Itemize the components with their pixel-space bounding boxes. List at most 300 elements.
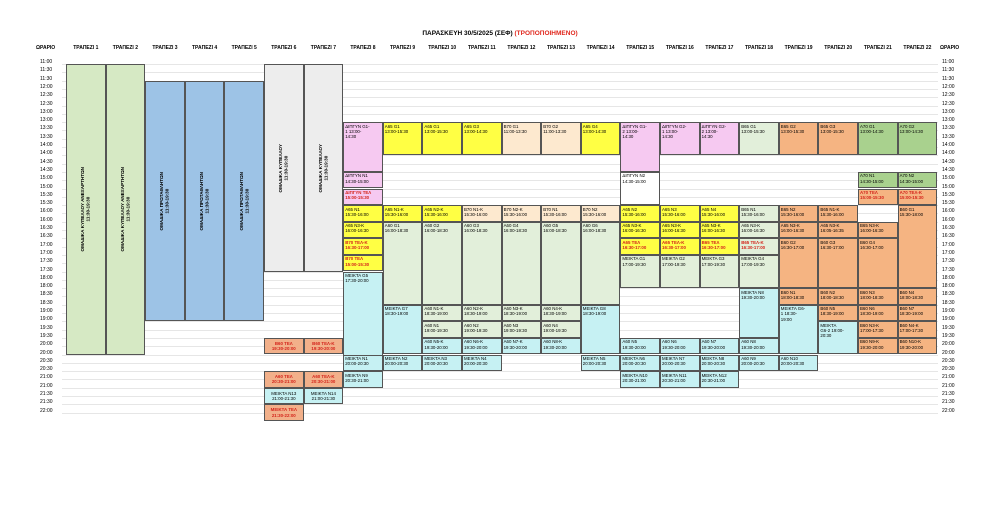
match-label: ΜΕΙΚΤΑ ΤΕΛ 21:30-22:00 <box>270 407 297 418</box>
time-label-right: 12:00 <box>942 83 955 90</box>
match-block <box>502 338 542 355</box>
time-label-right: 11:30 <box>942 75 955 82</box>
time-label-right: 17:30 <box>942 266 955 273</box>
match-label: Α60 Ν10 20:00-20:30 <box>780 356 805 367</box>
match-block <box>898 321 938 338</box>
match-label: Α60 Ν7 19:30-20:00 <box>701 339 726 350</box>
match-label: ΜΕΙΚΤΑ G8 18:30-19:00 <box>582 306 607 317</box>
match-label: ΜΕΙΚΤΑ Ν10 20:30-21:00 <box>622 372 648 383</box>
match-block <box>620 355 660 372</box>
match-block <box>700 205 740 222</box>
match-block <box>898 205 938 288</box>
match-block <box>858 305 898 322</box>
match-block <box>462 222 502 305</box>
group-event-block <box>264 64 304 272</box>
table-header-9: ΤΡΑΠΕΖΙ 9 <box>389 45 416 51</box>
match-block <box>502 122 542 155</box>
match-block <box>541 305 581 322</box>
time-label-left: 15:30 <box>40 200 53 207</box>
time-label-left: 16:30 <box>40 225 53 231</box>
match-label: Α60 G2 16:00-18:30 <box>424 223 448 234</box>
time-label-right: 13:30 <box>942 133 955 140</box>
match-label: Β65 G2 13:00-15:30 <box>780 123 805 134</box>
time-label-left: 16:00 <box>40 216 53 223</box>
match-block <box>541 122 581 155</box>
match-label: Β60 Ν7 18:30-19:00 <box>899 306 924 317</box>
match-label: Β65 Ν2 15:30-16:00 <box>780 206 805 217</box>
table-header-19: ΤΡΑΠΕΖΙ 19 <box>784 45 813 51</box>
time-label-left: 20:30 <box>40 357 53 364</box>
group-event-block <box>66 64 106 355</box>
match-label: ΜΕΙΚΤΑ G5 17:30-20:00 <box>345 273 369 284</box>
match-block <box>581 122 621 155</box>
time-label-left: 12:30 <box>40 92 53 99</box>
match-block <box>343 122 383 172</box>
time-label-left: 15:00 <box>40 183 53 190</box>
match-block <box>620 122 660 172</box>
time-label-left: 12:30 <box>40 100 53 107</box>
match-block <box>383 122 423 155</box>
table-header-3: ΤΡΑΠΕΖΙ 3 <box>152 45 178 51</box>
match-block <box>383 355 423 372</box>
match-block <box>739 205 779 222</box>
match-block <box>898 305 938 322</box>
time-label-left: 13:30 <box>40 133 53 140</box>
time-label-right: 19:00 <box>942 308 955 314</box>
match-label: Α60 Ν2-Κ 18:30-19:00 <box>464 306 488 317</box>
match-label: Β70 G2 11:00-13:30 <box>543 123 567 134</box>
match-label: Β65 ΤΕΛ 16:30-17:00 <box>701 239 726 250</box>
match-label: Α60 Ν6 19:30-20:00 <box>662 339 686 350</box>
match-block <box>700 238 740 255</box>
match-label: Α65 Ν3 15:30-16:00 <box>662 206 686 217</box>
time-label-right: 14:30 <box>942 166 955 173</box>
match-block <box>898 288 938 305</box>
time-label-right: 21:00 <box>942 382 955 389</box>
match-label: Α60 Ν8 19:30-20:00 <box>741 339 765 350</box>
match-label: Β70 ΤΕΛ-Κ 16:30-17:00 <box>345 239 370 250</box>
match-label: Α65 G4 13:00-14:30 <box>582 123 607 134</box>
group-event-block <box>145 81 185 322</box>
match-label: ΜΕΙΚΤΑ Ν12 20:30-21:00 <box>701 372 727 383</box>
match-label: Α70 ΤΕΛ 15:00-15:30 <box>860 190 884 201</box>
time-label-right: 18:00 <box>942 274 955 281</box>
match-label: ΜΕΙΚΤΑ G6-2 19:00- 20:30 <box>820 322 844 339</box>
match-block <box>739 222 779 239</box>
match-label: Α70 G1 13:00-14:30 <box>860 123 884 134</box>
match-label: Α65 Ν1-Κ 15:30-16:00 <box>384 206 409 217</box>
match-block <box>779 288 819 305</box>
match-label: Α60 Ν4-Κ 18:30-19:00 <box>543 306 567 317</box>
match-block <box>462 338 502 355</box>
match-label: ΔΙΠΓΥΝ G1- 1 13:00- 14:30 <box>345 123 370 139</box>
match-block <box>858 321 898 338</box>
match-block <box>700 371 740 388</box>
match-block <box>462 305 502 322</box>
match-block <box>660 222 700 239</box>
match-label: Α65 Ν4 15:30-16:00 <box>701 206 726 217</box>
time-label-right: 18:30 <box>942 291 955 298</box>
match-label: Β60 ΤΕΛ 19:30-20:00 <box>271 340 296 352</box>
match-block <box>422 338 462 355</box>
match-block <box>541 321 581 338</box>
time-label-right: 13:00 <box>942 117 955 124</box>
match-block <box>818 222 858 239</box>
time-label-left: 21:30 <box>40 399 53 406</box>
match-block <box>422 305 462 322</box>
table-header-12: ΤΡΑΠΕΖΙ 12 <box>507 45 536 51</box>
match-block <box>383 222 423 305</box>
match-block <box>779 355 819 372</box>
match-label: Α60 Ν5-Κ 19:30-20:00 <box>424 339 448 350</box>
match-block <box>462 122 502 155</box>
match-block <box>304 338 344 355</box>
match-label: Β70 Ν1 15:30-16:00 <box>543 206 567 217</box>
grid-line <box>62 396 938 397</box>
match-block <box>343 355 383 372</box>
match-label: ΜΕΙΚΤΑ Ν4 20:00-20:30 <box>464 356 488 367</box>
match-block <box>700 355 740 372</box>
match-label: Α70 ΤΕΛ-Κ 15:00-15:30 <box>899 190 924 201</box>
match-block <box>462 355 502 372</box>
match-label: ΜΕΙΚΤΑ G6- 1 18:30- 19:00 <box>780 306 806 322</box>
match-label: Α65 G3 13:00-14:30 <box>464 123 488 134</box>
match-block <box>779 238 819 288</box>
table-header-8: ΤΡΑΠΕΖΙ 8 <box>350 45 376 51</box>
match-label: Α60 G5 16:00-18:30 <box>543 223 567 234</box>
match-label: Α60 Ν4 19:00-19:30 <box>543 322 567 333</box>
match-block <box>264 404 304 421</box>
match-label: Β70 G1 11:00-13:30 <box>503 123 527 134</box>
match-label: Α65 Ν1 15:30-16:00 <box>345 206 369 217</box>
table-header-20: ΤΡΑΠΕΖΙ 20 <box>824 45 853 51</box>
match-block <box>858 172 898 189</box>
table-header-22: ΤΡΑΠΕΖΙ 22 <box>903 45 932 51</box>
match-label: Α60 ΤΕΛ-Κ 20:30-21:00 <box>311 374 336 385</box>
match-block <box>343 371 383 388</box>
table-header-13: ΤΡΑΠΕΖΙ 13 <box>547 45 575 51</box>
match-block <box>264 388 304 405</box>
match-label: Α65 Ν2-Κ 15:30-16:00 <box>424 206 448 217</box>
time-label-right: 16:00 <box>942 208 955 215</box>
match-block <box>343 238 383 255</box>
match-block <box>739 238 779 255</box>
match-block <box>818 305 858 322</box>
time-label-left: 12:00 <box>40 83 53 90</box>
match-block <box>818 321 858 354</box>
match-block <box>779 305 819 355</box>
time-label-left: 20:00 <box>40 341 53 348</box>
match-block <box>581 355 621 372</box>
match-block <box>264 371 304 388</box>
match-block <box>739 255 779 288</box>
table-header-10: ΤΡΑΠΕΖΙ 10 <box>428 45 457 51</box>
match-label: Β65 Ν1 15:30-16:00 <box>741 206 765 217</box>
time-label-right: 17:30 <box>942 258 955 265</box>
match-label: Α60 G4 16:00-18:30 <box>503 223 528 234</box>
time-label-left: 15:00 <box>40 175 53 182</box>
match-block <box>264 338 304 355</box>
match-block <box>818 122 858 155</box>
match-block <box>620 238 660 255</box>
match-label: Α60 Ν7-Κ 19:30-20:00 <box>503 339 528 350</box>
time-label-right: 12:30 <box>942 100 955 107</box>
time-label-right: 21:30 <box>942 391 955 397</box>
match-block <box>818 205 858 222</box>
table-header-18: ΤΡΑΠΕΖΙ 18 <box>745 45 773 51</box>
match-label: ΔΙΠΓΥΝ G2- 2 13:00- 14:30 <box>701 123 726 139</box>
match-label: Α60 Ν8-Κ 19:30-20:00 <box>543 339 567 350</box>
match-label: ΜΕΙΚΤΑ Ν7 20:00-20:30 <box>662 356 686 367</box>
match-label: ΜΕΙΚΤΑ Ν3 20:00-20:30 <box>424 356 448 367</box>
match-block <box>779 205 819 222</box>
grid-line <box>62 64 938 65</box>
match-block <box>620 222 660 239</box>
header-right-schedule: ΩΡΑΡΙΟ <box>940 45 960 51</box>
match-label: Α65 ΤΕΛ 16:30-17:00 <box>622 239 647 250</box>
match-label: ΜΕΙΚΤΑ Ν6 20:00-20:30 <box>622 356 646 367</box>
match-block <box>383 205 423 222</box>
time-label-left: 11:30 <box>40 75 53 82</box>
time-label-left: 21:00 <box>40 374 53 381</box>
match-label: Α70 G2 13:00-14:30 <box>899 123 924 134</box>
match-label: Α70 Ν1 14:30-15:00 <box>860 173 884 184</box>
match-label: Β65 G3 13:00-15:30 <box>820 123 844 134</box>
time-label-left: 20:30 <box>40 366 53 373</box>
match-block <box>541 205 581 222</box>
match-block <box>422 122 462 155</box>
match-label: ΔΙΠΓΥΝ Ν1 14:30-15:00 <box>345 173 369 184</box>
time-label-left: 18:00 <box>40 283 53 290</box>
time-label-left: 19:00 <box>40 308 53 314</box>
match-label: Β60 Ν10-Κ 19:30-20:00 <box>899 339 924 350</box>
match-block <box>818 288 858 305</box>
match-label: Β60 Ν3 18:00-18:30 <box>860 289 884 300</box>
table-header-4: ΤΡΑΠΕΖΙ 4 <box>191 45 218 51</box>
match-label: Α65 ΤΕΛ-Κ 16:30-17:00 <box>662 239 686 250</box>
table-header-2: ΤΡΑΠΕΖΙ 2 <box>112 45 138 51</box>
match-label: Α65 Ν3-Κ 16:00-16:30 <box>622 223 646 234</box>
match-label: Β60 G1 15:30-18:00 <box>899 206 924 217</box>
group-event-label: ΟΜΑΔΙΚΑ ΚΥΠΕΛΛΟΥ ΑΝΕΞΑΡΤΗΤΩΝ 11:30-19:30 <box>119 167 131 252</box>
match-block <box>620 371 660 388</box>
match-block <box>660 255 700 288</box>
match-label: Α60 G1 16:00-18:30 <box>384 223 409 234</box>
table-header-7: ΤΡΑΠΕΖΙ 7 <box>310 45 336 51</box>
match-label: Α60 Ν2 19:00-19:30 <box>464 322 488 333</box>
match-block <box>898 172 938 189</box>
table-header-16: ΤΡΑΠΕΖΙ 16 <box>665 45 694 51</box>
time-label-left: 21:30 <box>40 391 53 397</box>
time-label-left: 19:30 <box>40 324 53 331</box>
match-label: Β65 Ν1-Κ 15:30-16:00 <box>820 206 844 217</box>
time-label-right: 22:00 <box>942 407 955 414</box>
time-label-right: 13:00 <box>942 108 955 115</box>
time-label-right: 18:30 <box>942 299 955 306</box>
time-label-left: 19:00 <box>40 316 53 323</box>
time-label-right: 15:00 <box>942 183 955 190</box>
match-label: Β60 Ν3-Κ 17:00-17:30 <box>860 322 884 333</box>
time-label-right: 13:30 <box>942 125 955 132</box>
match-block <box>343 189 383 206</box>
match-block <box>620 172 660 205</box>
time-label-right: 14:00 <box>942 150 955 157</box>
page-title <box>0 30 1000 37</box>
match-label: Β60 Ν6 18:30-19:00 <box>860 306 884 317</box>
match-label: Α60 Ν9 20:00-20:30 <box>741 356 765 367</box>
time-label-right: 20:00 <box>942 341 955 348</box>
match-label: ΜΕΙΚΤΑ G4 17:00-19:30 <box>741 256 765 267</box>
match-block <box>422 321 462 338</box>
time-label-left: 17:30 <box>40 258 53 265</box>
group-event-label: ΟΜΑΔΙΚΑ ΚΥΠΕΛΛΟΥ 11:30-19:30 <box>278 143 289 192</box>
time-label-right: 16:30 <box>942 225 955 231</box>
match-block <box>343 205 383 222</box>
match-block <box>700 122 740 155</box>
match-label: ΔΙΠΓΥΝ G1- 2 13:00- 14:30 <box>622 123 647 139</box>
group-event-label: ΟΜΑΔΙΚΑ ΠΡΩΤΑΘΛΗΤΩΝ 11:30-19:30 <box>199 171 210 231</box>
time-label-right: 15:30 <box>942 200 955 207</box>
match-label: Β60 Ν1 18:00-18:30 <box>780 289 805 300</box>
time-label-left: 11:30 <box>40 67 53 74</box>
match-label: ΜΕΙΚΤΑ Ν1 20:00-20:30 <box>345 356 369 367</box>
match-label: Β65 G1 13:00-15:30 <box>741 123 765 134</box>
time-label-left: 16:00 <box>40 208 53 215</box>
time-label-right: 20:30 <box>942 366 955 373</box>
match-label: ΔΙΠΓΥΝ G2- 1 13:00- 14:30 <box>662 123 687 139</box>
match-label: Β65 ΤΕΛ-Κ 16:30-17:00 <box>741 239 766 250</box>
match-block <box>343 172 383 189</box>
match-block <box>739 355 779 372</box>
group-event-label: ΟΜΑΔΙΚΑ ΚΥΠΕΛΛΟΥ 11:30-19:30 <box>317 143 329 192</box>
match-label: ΜΕΙΚΤΑ Ν13 21:00-21:30 <box>271 390 297 401</box>
time-label-right: 19:30 <box>942 332 955 339</box>
time-label-left: 18:30 <box>40 299 53 306</box>
table-header-15: ΤΡΑΠΕΖΙ 15 <box>626 45 655 51</box>
time-label-right: 16:30 <box>942 233 955 240</box>
grid-line <box>62 388 938 389</box>
grid-line <box>62 72 938 73</box>
table-header-17: ΤΡΑΠΕΖΙ 17 <box>705 45 734 51</box>
match-label: Β60 Ν2 18:00-18:30 <box>820 289 844 300</box>
time-label-left: 18:30 <box>40 291 53 298</box>
match-label: Β60 Ν4-Κ 17:00-17:30 <box>899 322 924 333</box>
match-block <box>422 355 462 372</box>
table-header-21: ΤΡΑΠΕΖΙ 21 <box>863 45 892 51</box>
match-block <box>818 238 858 288</box>
match-block <box>502 222 542 305</box>
match-label: Α60 Ν1 19:00-19:30 <box>424 322 448 333</box>
time-label-right: 11:30 <box>942 67 955 74</box>
time-label-left: 14:30 <box>40 158 53 165</box>
time-label-right: 14:30 <box>942 158 955 165</box>
match-label: Β70 Ν2-Κ 15:30-16:00 <box>503 206 528 217</box>
match-block <box>700 338 740 355</box>
time-label-right: 20:30 <box>942 357 955 364</box>
time-label-left: 14:00 <box>40 150 53 157</box>
time-label-left: 13:00 <box>40 108 53 115</box>
match-block <box>898 122 938 155</box>
time-label-right: 17:00 <box>942 241 955 248</box>
match-label: Β60 ΤΕΛ-Κ 19:30-20:00 <box>311 340 336 352</box>
match-label: Α65 Ν3-Κ 16:00-16:30 <box>741 223 765 234</box>
match-label: Α65 Ν3-Κ 16:00-16:30 <box>345 223 369 234</box>
match-block <box>422 222 462 305</box>
match-label: Β70 Ν1-Κ 15:30-16:00 <box>464 206 488 217</box>
time-label-right: 19:30 <box>942 324 955 331</box>
grid-line <box>62 413 938 414</box>
match-block <box>343 222 383 239</box>
match-label: ΜΕΙΚΤΑ Ν14 21:00-21:30 <box>310 390 336 401</box>
match-block <box>462 321 502 338</box>
time-label-left: 17:00 <box>40 241 53 248</box>
match-block <box>541 222 581 305</box>
time-label-left: 14:00 <box>40 142 53 148</box>
time-label-left: 13:30 <box>40 125 53 132</box>
match-block <box>700 222 740 239</box>
time-label-left: 16:30 <box>40 233 53 240</box>
match-block <box>620 255 660 288</box>
match-label: Α60 Ν3 19:00-19:30 <box>503 322 528 333</box>
match-label: ΜΕΙΚΤΑ Ν11 20:30-21:00 <box>662 372 687 383</box>
match-label: ΜΕΙΚΤΑ G2 17:00-19:30 <box>662 256 686 267</box>
time-label-right: 20:00 <box>942 349 955 356</box>
match-label: Α65 G1 13:00-15:30 <box>424 123 448 134</box>
match-block <box>858 222 898 239</box>
match-block <box>343 255 383 272</box>
match-label: ΜΕΙΚΤΑ G7 18:30-19:00 <box>384 306 409 317</box>
match-block <box>462 205 502 222</box>
match-label: Α60 G3 16:00-18:30 <box>464 223 488 234</box>
match-block <box>541 338 581 355</box>
match-label: ΜΕΙΚΤΑ G1 17:00-19:30 <box>622 256 646 267</box>
grid-line <box>62 404 938 405</box>
match-label: Α65 G1 13:00-15:30 <box>384 123 409 134</box>
time-label-right: 11:00 <box>942 59 955 65</box>
group-event-block <box>185 81 225 322</box>
table-header-5: ΤΡΑΠΕΖΙ 5 <box>231 45 257 51</box>
match-label: Α60 Ν3-Κ 18:30-19:00 <box>503 306 528 317</box>
time-label-right: 21:30 <box>942 399 955 406</box>
time-label-left: 13:00 <box>40 117 53 124</box>
match-label: Β60 Ν5 18:30-19:00 <box>820 306 844 317</box>
title-note: (ΤΡΟΠΟΠΟΙΗΜΕΝΟ) <box>514 30 578 37</box>
match-label: Α60 G6 16:00-18:30 <box>582 223 607 234</box>
match-label: Α60 Ν5 19:30-20:00 <box>622 339 646 350</box>
match-block <box>739 288 779 338</box>
time-label-right: 17:00 <box>942 249 955 256</box>
header-left-schedule: ΩΡΑΡΙΟ <box>36 45 56 51</box>
match-block <box>858 189 898 206</box>
group-event-label: ΟΜΑΔΙΚΑ ΠΡΩΤΑΘΛΗΤΩΝ 11:30-19:30 <box>238 171 250 231</box>
match-label: Α65 Ν3-Κ 16:00-16:30 <box>701 223 726 234</box>
match-label: ΜΕΙΚΤΑ G3 17:00-19:30 <box>701 256 726 267</box>
match-block <box>620 205 660 222</box>
match-block <box>304 388 344 405</box>
match-block <box>343 272 383 363</box>
title-main: ΠΑΡΑΣΚΕΥΗ 30/5/2025 (ΣΕΦ) <box>422 30 513 37</box>
match-block <box>383 305 423 355</box>
match-block <box>660 371 700 388</box>
match-label: Α60 Ν1-Κ 18:30-19:00 <box>424 306 448 317</box>
match-block <box>858 288 898 305</box>
match-label: ΜΕΙΚΤΑ Ν8 19:30-20:00 <box>741 289 765 300</box>
group-event-block <box>224 81 264 322</box>
time-label-left: 11:00 <box>40 59 53 65</box>
match-block <box>581 205 621 222</box>
group-event-label: ΟΜΑΔΙΚΑ ΠΡΩΤΑΘΛΗΤΩΝ 11:30-19:30 <box>159 171 170 231</box>
time-label-left: 21:00 <box>40 382 53 389</box>
